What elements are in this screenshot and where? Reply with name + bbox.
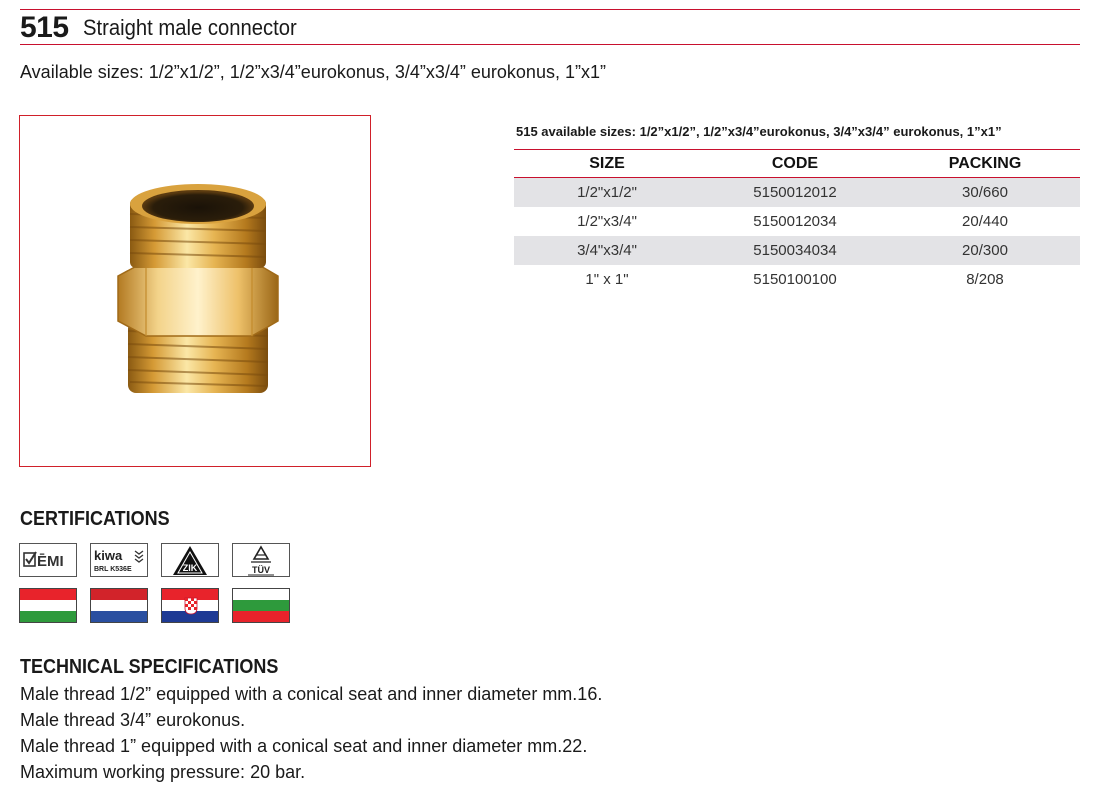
cell-size: 1/2"x1/2" xyxy=(577,184,637,201)
cell-packing: 20/300 xyxy=(962,242,1008,259)
spec-line: Male thread 1” equipped with a conical seat and inner diameter mm.22. xyxy=(20,736,588,756)
cell-size: 1/2"x3/4" xyxy=(577,213,637,230)
kiwa-certification-logo xyxy=(90,543,148,577)
zik-certification-logo xyxy=(161,543,219,577)
emi-logo-text: ĒMI xyxy=(37,553,64,570)
connector-image xyxy=(20,116,372,468)
header-bottom-rule xyxy=(20,44,1080,45)
table-header-row xyxy=(514,150,1080,177)
kiwa-logo-subtext: BRL K536E xyxy=(94,566,132,573)
table-caption: 515 available sizes: 1/2”x1/2”, 1/2”x3/4”eurokonus, 3/4”x3/4” eurokonus, 1”x1” xyxy=(516,124,1002,139)
tuv-logo-text: TÜV xyxy=(252,565,270,575)
cell-code: 5150012034 xyxy=(753,213,837,230)
emi-certification-logo xyxy=(19,543,77,577)
cell-code: 5150034034 xyxy=(753,242,837,259)
spec-line: Male thread 3/4” eurokonus. xyxy=(20,710,246,730)
bulgaria-flag xyxy=(232,588,290,623)
cell-packing: 8/208 xyxy=(966,271,1004,288)
sizes-table xyxy=(514,149,1080,294)
kiwa-logo-text: kiwa xyxy=(94,548,123,563)
table-row xyxy=(514,207,1080,236)
header-top-rule xyxy=(20,9,1080,10)
column-header-code: CODE xyxy=(771,154,819,172)
cell-code: 5150100100 xyxy=(753,271,837,288)
available-sizes-text: Available sizes: 1/2”x1/2”, 1/2”x3/4”eurokonus, 3/4”x3/4” eurokonus, 1”x1” xyxy=(20,62,606,82)
cell-code: 5150012012 xyxy=(753,184,837,201)
spec-line: Male thread 1/2” equipped with a conical seat and inner diameter mm.16. xyxy=(20,684,603,704)
certifications-heading: CERTIFICATIONS xyxy=(20,508,170,530)
product-photo-frame xyxy=(19,115,371,467)
table-row xyxy=(514,265,1080,294)
spec-line: Maximum working pressure: 20 bar. xyxy=(20,762,306,782)
product-header xyxy=(20,12,315,44)
cell-packing: 20/440 xyxy=(962,213,1008,230)
product-title: Straight male connector xyxy=(82,15,297,40)
column-header-packing: PACKING xyxy=(948,154,1022,172)
croatia-coat-of-arms-icon xyxy=(184,597,198,615)
table-row xyxy=(514,178,1080,207)
product-code: 515 xyxy=(20,11,69,44)
table-row xyxy=(514,236,1080,265)
hungary-flag xyxy=(19,588,77,623)
column-header-size: SIZE xyxy=(589,154,625,172)
cell-size: 3/4"x3/4" xyxy=(577,242,637,259)
croatia-flag xyxy=(161,588,219,623)
cell-size: 1" x 1" xyxy=(585,271,629,288)
tuv-certification-logo xyxy=(232,543,290,577)
zik-logo-text: ZIK xyxy=(182,563,198,573)
cell-packing: 30/660 xyxy=(962,184,1008,201)
netherlands-flag xyxy=(90,588,148,623)
technical-specifications-heading: TECHNICAL SPECIFICATIONS xyxy=(20,656,279,678)
